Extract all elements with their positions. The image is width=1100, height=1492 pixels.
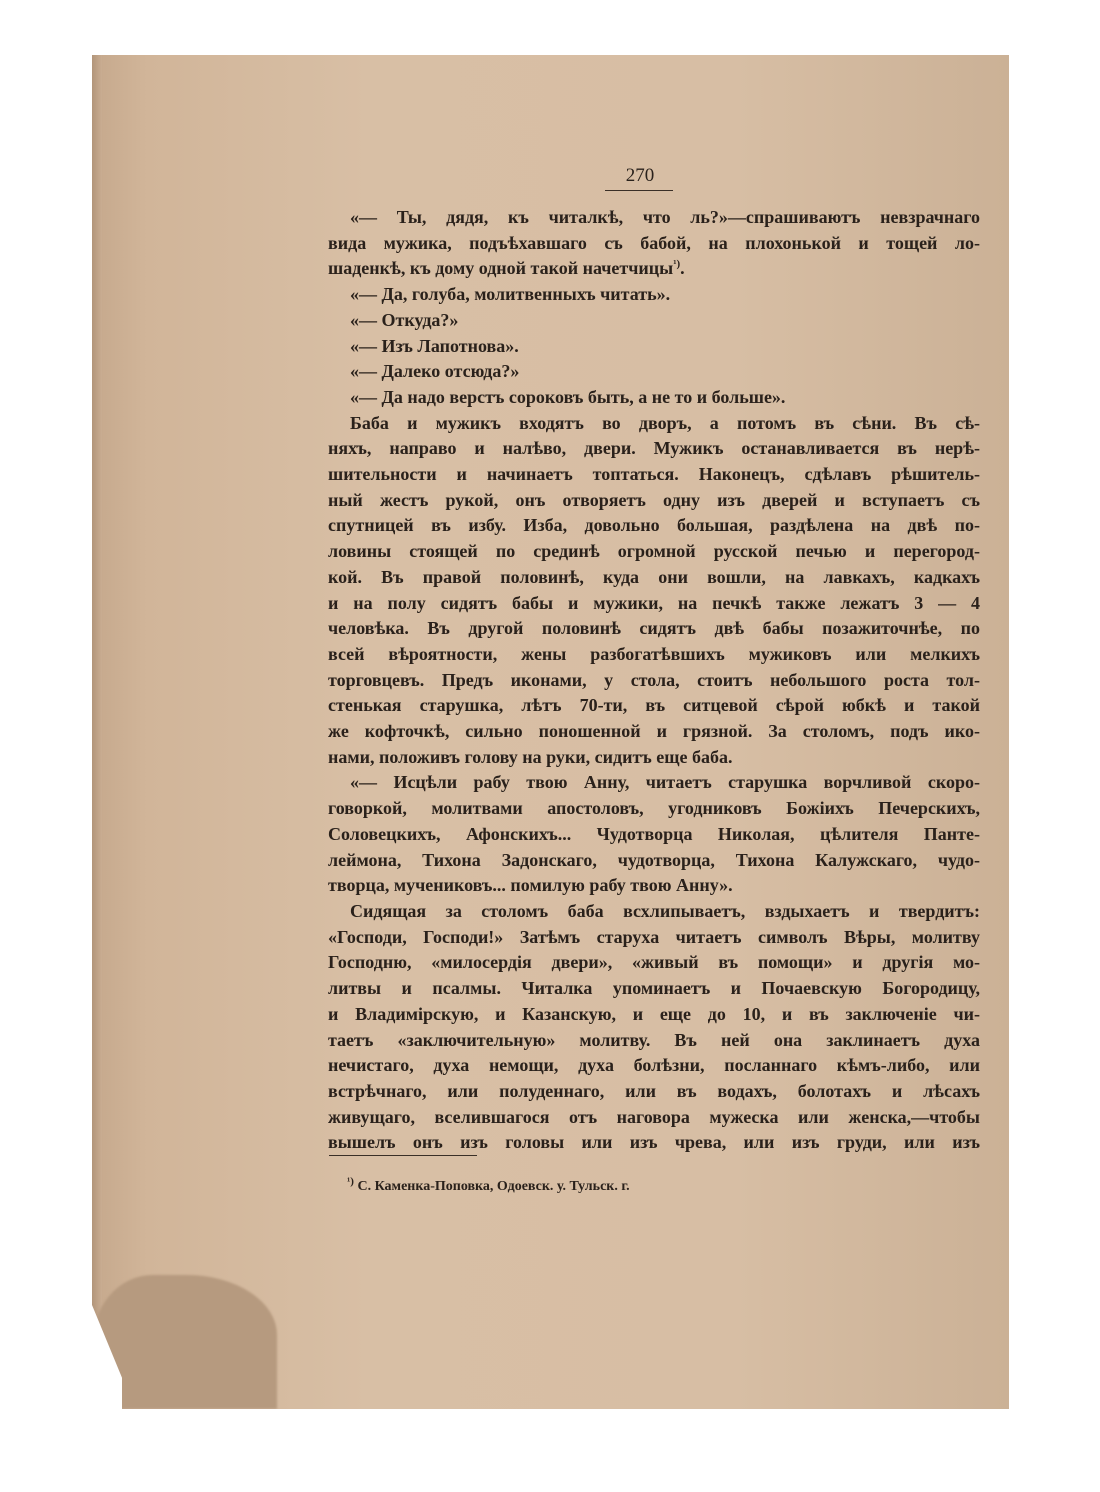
text-line: «— Да надо верстъ сороковъ быть, а не то и больше».	[350, 386, 786, 407]
text-line: «— Исцѣли рабу твою Анну, читаетъ старушка ворчливой скоро-	[350, 772, 980, 793]
text-line: шаденкѣ, къ дому одной такой начетчицы$^{^1)}$.	[328, 258, 685, 279]
body-text	[328, 205, 980, 1156]
text-line: человѣка. Въ другой половинѣ сидятъ двѣ бабы позажиточнѣе, по	[328, 618, 980, 639]
paragraph-dialogue	[328, 359, 980, 385]
text-line: «— Откуда?»	[350, 309, 459, 330]
paragraph-1	[328, 205, 980, 282]
text-line: литвы и псалмы. Читалка упоминаетъ и Почаевскую Богородицу,	[328, 978, 980, 999]
page-number-rule	[605, 190, 673, 191]
text-line: спутницей въ избу. Изба, довольно большая, раздѣлена на двѣ по-	[328, 515, 980, 536]
text-line: «— Изъ Лапотнова».	[350, 335, 519, 356]
text-line-content: шаденкѣ, къ дому одной такой начетчицы	[328, 258, 674, 279]
text-line: «Господи, Господи!» Затѣмъ старуха читаетъ символъ Вѣры, молитву	[328, 926, 980, 947]
text-line: «— Далеко отсюда?»	[350, 361, 520, 382]
page-edge-shadow	[92, 55, 102, 1409]
text-line: нами, положивъ голову на руки, сидитъ еще баба.	[328, 746, 733, 767]
footnote-reference: ¹)	[673, 258, 681, 271]
text-line: вида мужика, подъѣхавшаго съ бабой, на плохонькой и тощей ло-	[328, 232, 980, 253]
paragraph-reading	[328, 899, 980, 1156]
text-line: шительности и начинаетъ топтаться. Наконецъ, сдѣлавъ рѣшитель-	[328, 464, 980, 485]
text-line: творца, мучениковъ... помилую рабу твою Анну».	[328, 875, 733, 896]
text-line: Сидящая за столомъ баба всхлипываетъ, вздыхаетъ и твердитъ:	[350, 900, 980, 921]
paragraph-dialogue	[328, 308, 980, 334]
page-number: 270	[625, 165, 655, 186]
paragraph-dialogue	[328, 334, 980, 360]
text-line: всей вѣроятности, жены разбогатѣвшихъ мужиковъ или мелкихъ	[328, 643, 980, 664]
text-line: «— Ты, дядя, къ читалкѣ, что ль?»—спрашиваютъ невзрачнаго	[350, 207, 980, 227]
footnote-text: С. Каменка-Поповка, Одоевск. у. Тульск. г.	[357, 1179, 630, 1194]
text-line: Соловецкихъ, Афонскихъ... Чудотворца Николая, цѣлителя Панте-	[328, 823, 980, 844]
text-line: и Владимірскую, и Казанскую, и еще до 10, и въ заключеніе чи-	[328, 1003, 980, 1024]
text-line: и на полу сидятъ бабы и мужики, на печкѣ также лежатъ 3 — 4	[328, 592, 980, 613]
footnote-rule	[329, 1155, 477, 1156]
text-line: нечистаго, духа немощи, духа болѣзни, посланнаго кѣмъ-либо, или	[328, 1055, 980, 1076]
scanned-page	[92, 55, 1009, 1409]
text-line: Господню, «милосердія двери», «живый въ помощи» и другія мо-	[328, 952, 980, 973]
text-line: «— Да, голуба, молитвенныхъ читать».	[350, 284, 671, 305]
text-line: леймона, Тихона Задонскаго, чудотворца, Тихона Калужскаго, чудо-	[328, 849, 980, 870]
paragraph-prayer	[328, 770, 980, 899]
text-line: стенькая старушка, лѣтъ 70-ти, въ ситцевой сѣрой юбкѣ и такой	[328, 695, 980, 716]
text-line: няхъ, направо и налѣво, двери. Мужикъ останавливается въ нерѣ-	[328, 438, 980, 459]
text-line: кой. Въ правой половинѣ, куда они вошли, на лавкахъ, кадкахъ	[328, 566, 980, 587]
text-line: ловины стоящей по срединѣ огромной русской печью и перегород-	[328, 541, 980, 562]
text-line: вышелъ онъ изъ головы или изъ чрева, или изъ груди, или изъ	[328, 1132, 980, 1153]
footnote-mark: ¹)	[347, 1175, 354, 1188]
text-line: говоркой, молитвами апостоловъ, угодниковъ Божіихъ Печерскихъ,	[328, 798, 980, 819]
paragraph-dialogue	[328, 385, 980, 411]
text-line: Баба и мужикъ входятъ во дворъ, а потомъ въ сѣни. Въ сѣ-	[350, 412, 980, 433]
text-line: же кофточкѣ, сильно поношенной и грязной. За столомъ, подъ ико-	[328, 721, 980, 742]
text-line: ный жестъ рукой, онъ отворяетъ одну изъ дверей и вступаетъ съ	[328, 489, 980, 510]
text-line: встрѣчнаго, или полуденнаго, или въ водахъ, болотахъ и лѣсахъ	[328, 1080, 980, 1101]
text-line: живущаго, вселившагося отъ наговора мужеска или женска,—чтобы	[328, 1106, 980, 1127]
text-line: таетъ «заключительную» молитву. Въ ней она заклинаетъ духа	[328, 1029, 980, 1050]
paragraph-dialogue	[328, 282, 980, 308]
text-line: торговцевъ. Предъ иконами, у стола, стоитъ небольшого роста тол-	[328, 669, 980, 690]
paragraph-narrative	[328, 411, 980, 771]
footnote	[347, 1175, 987, 1195]
